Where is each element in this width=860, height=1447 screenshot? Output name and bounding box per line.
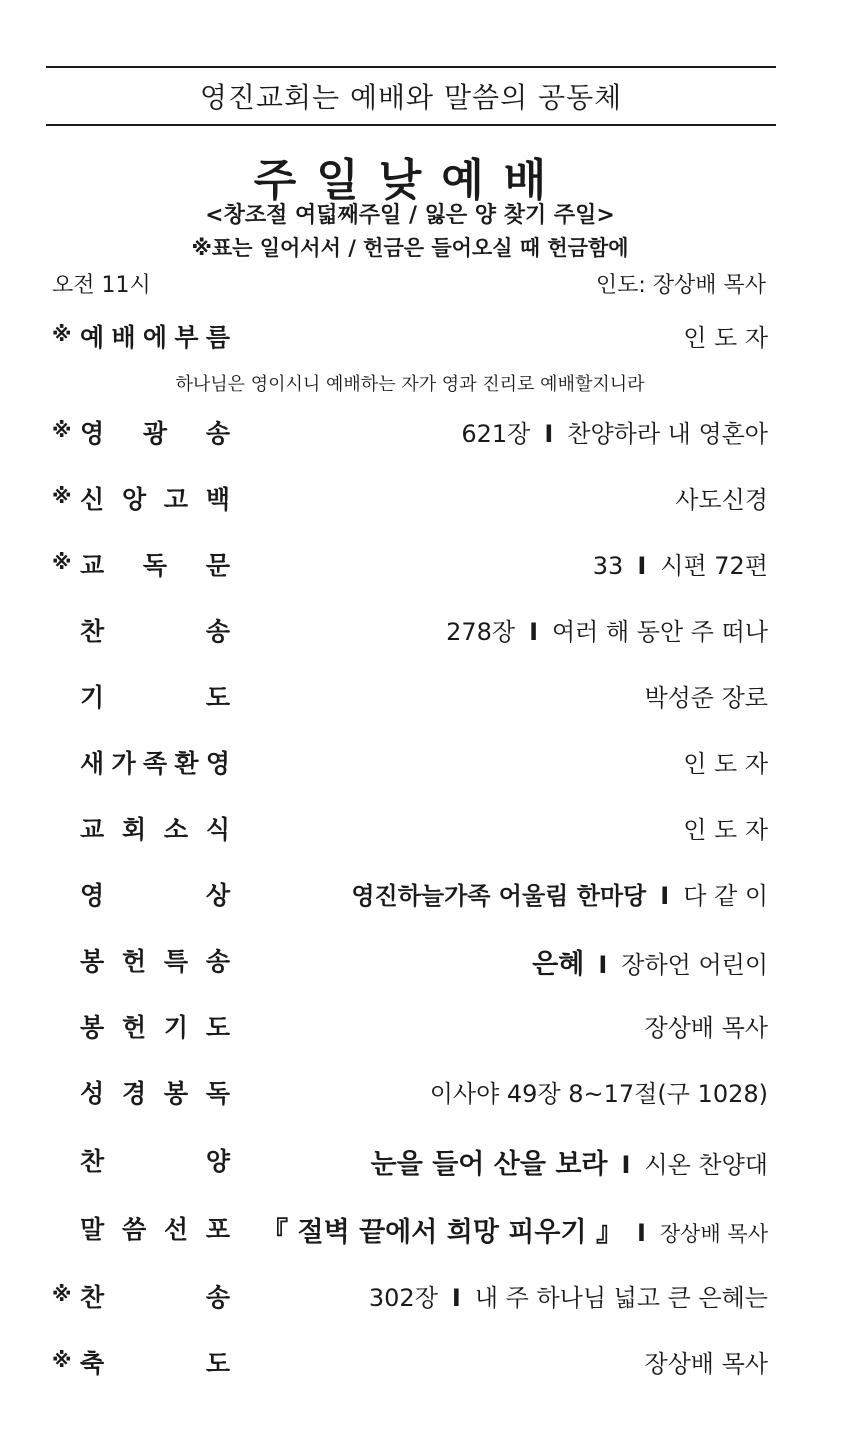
page-title: 주일낮예배 <box>253 155 567 206</box>
hymn-number: 278장 <box>446 618 516 646</box>
service-time: 오전 11시 <box>52 273 151 298</box>
stand-mark: ※ <box>52 1282 72 1306</box>
order-item-detail: 박성준 장로 <box>644 684 768 712</box>
separator: I <box>621 1151 631 1179</box>
order-item-detail <box>593 546 768 581</box>
order-item-offertory-special <box>52 942 768 982</box>
order-item-label: 영 상 <box>80 881 230 910</box>
order-item-scripture-reading <box>52 1074 768 1114</box>
reading-number: 33 <box>592 552 624 580</box>
order-item-detail <box>446 612 768 647</box>
order-item-label: 성 경 봉 독 <box>80 1079 230 1108</box>
order-item-detail: 인 도 자 <box>683 816 768 844</box>
order-item-label: 새 가 족 환 영 <box>80 749 230 778</box>
order-item-sermon <box>52 1210 768 1250</box>
preacher: 장상배 목사 <box>659 1222 768 1246</box>
anthem-choir: 시온 찬양대 <box>644 1151 768 1179</box>
order-item-detail <box>351 876 768 911</box>
service-leader: 인도: 장상배 목사 <box>595 273 766 298</box>
video-participants: 다 같 이 <box>683 882 768 910</box>
sermon-title: 『 절벽 끝에서 희망 피우기 』 <box>261 1217 623 1248</box>
order-item-benediction <box>52 1344 768 1384</box>
order-item-label: 봉 헌 기 도 <box>80 1013 230 1042</box>
order-item-gloria <box>52 414 768 454</box>
order-item-detail: 장상배 목사 <box>644 1350 768 1378</box>
church-motto: 영진교회는 예배와 말씀의 공동체 <box>199 81 623 114</box>
hymn-title: 찬양하라 내 영혼아 <box>567 420 768 448</box>
separator: I <box>529 618 538 646</box>
separator: I <box>451 1284 461 1312</box>
special-song-performer: 장하언 어린이 <box>621 951 768 979</box>
order-item-hymn <box>52 612 768 652</box>
order-item-video <box>52 876 768 916</box>
order-item-closing-hymn <box>52 1278 768 1318</box>
order-item-label: 기 도 <box>80 683 230 712</box>
hymn-title: 여러 해 동안 주 떠나 <box>552 618 768 646</box>
order-item-label: 교 독 문 <box>80 551 230 580</box>
order-item-label: 교 회 소 식 <box>80 815 230 844</box>
separator: I <box>598 951 608 979</box>
order-item-detail: 사도신경 <box>675 486 768 514</box>
stand-mark: ※ <box>52 1348 72 1372</box>
order-item-label: 영 광 송 <box>80 419 230 448</box>
order-item-label: 봉 헌 특 송 <box>80 947 230 976</box>
order-item-label: 예 배 에 부 름 <box>80 323 230 352</box>
order-item-label: 찬 양 <box>80 1147 230 1176</box>
order-item-prayer <box>52 678 768 718</box>
order-item-detail <box>532 942 768 981</box>
separator: I <box>636 1219 646 1247</box>
reading-title: 시편 72편 <box>660 552 768 580</box>
order-item-offertory-prayer <box>52 1008 768 1048</box>
order-item-detail <box>369 1278 768 1313</box>
order-item-creed <box>52 480 768 520</box>
stand-mark: ※ <box>52 484 72 508</box>
anthem-title: 눈을 들어 산을 보라 <box>370 1149 608 1180</box>
separator: I <box>660 882 670 910</box>
separator: I <box>637 552 647 580</box>
stand-mark: ※ <box>52 550 72 574</box>
order-item-responsive-reading <box>52 546 768 586</box>
order-item-announcements <box>52 810 768 850</box>
stand-mark: ※ <box>52 322 72 346</box>
order-item-detail <box>261 1210 768 1249</box>
video-title: 영진하늘가족 어울림 한마당 <box>351 882 647 910</box>
service-subtitle: <창조절 여덟째주일 / 잃은 양 찾기 주일> <box>205 203 615 228</box>
hymn-title: 내 주 하나님 넓고 큰 은혜는 <box>474 1284 768 1312</box>
order-item-detail: 인 도 자 <box>683 750 768 778</box>
order-item-anthem <box>52 1142 768 1182</box>
special-song-title: 은혜 <box>532 949 585 980</box>
order-item-label: 찬 송 <box>80 1283 230 1312</box>
order-item-call-to-worship <box>52 318 768 358</box>
bottom-rule <box>46 124 776 126</box>
order-item-detail: 인 도 자 <box>683 324 768 352</box>
top-rule <box>46 66 776 68</box>
order-item-label: 축 도 <box>80 1349 230 1378</box>
order-item-label: 말 씀 선 포 <box>80 1215 230 1244</box>
standing-notice: ※표는 일어서서 / 헌금은 들어오실 때 헌금함에 <box>191 236 629 260</box>
call-to-worship-verse: 하나님은 영이시니 예배하는 자가 영과 진리로 예배할지니라 <box>175 374 645 395</box>
order-item-detail: 장상배 목사 <box>644 1014 768 1042</box>
order-item-label: 신 앙 고 백 <box>80 485 230 514</box>
hymn-number: 621장 <box>461 420 531 448</box>
order-item-detail: 이사야 49장 8~17절(구 1028) <box>429 1080 768 1108</box>
separator: I <box>544 420 554 448</box>
order-item-newcomer-welcome <box>52 744 768 784</box>
order-item-label: 찬 송 <box>80 617 230 646</box>
order-item-detail <box>371 1142 768 1181</box>
stand-mark: ※ <box>52 418 72 442</box>
hymn-number: 302장 <box>368 1284 438 1312</box>
order-item-detail <box>461 414 768 449</box>
